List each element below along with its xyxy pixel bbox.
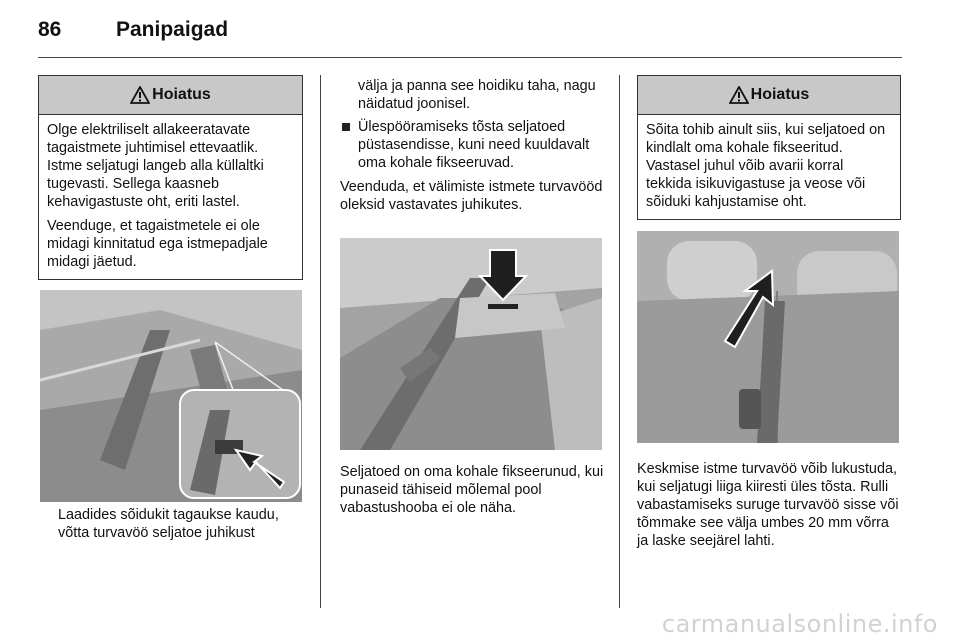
center-seatbelt-illustration — [637, 231, 899, 443]
page-number: 86 — [38, 18, 62, 41]
warning-title: Hoiatus — [750, 86, 810, 103]
seatback-latch-illustration — [340, 238, 602, 450]
body-text: Veenduda, et välimiste istmete turvavööd oleksid vastavates juhikutes. — [340, 179, 603, 213]
column-divider — [619, 75, 620, 608]
page-title: Panipaigad — [116, 18, 229, 41]
header-rule — [38, 57, 902, 58]
middle-caption: Seljatoed on oma kohale fikseerunud, kui punaseid tähiseid mõlemal pool vabastushooba ei ole näha. — [340, 464, 604, 516]
column-divider — [320, 75, 321, 608]
bullet-square-icon — [342, 123, 350, 131]
body-text: välja ja panna see hoidiku taha, nagu näidatud joonisel. — [358, 78, 596, 112]
warning-box — [637, 75, 901, 220]
warning-title: Hoiatus — [152, 86, 211, 103]
warning-box — [38, 75, 303, 280]
warning-text: Olge elektriliselt allakeeratavate tagaistmete juhtimisel ettevaatlik. Istme seljatugi langeb alla küllaltki tugevasti. Sellega kaasneb kehavigastuste oht, eriti lastel. — [47, 122, 264, 210]
warning-triangle-icon — [729, 86, 749, 104]
warning-triangle-icon — [130, 86, 150, 104]
left-caption: Laadides sõidukit tagaukse kaudu, võtta turvavöö seljatoe juhikust — [58, 507, 279, 541]
warning-header — [39, 76, 302, 115]
warning-text: Veenduge, et tagaistmetele ei ole midagi kinnitatud ega istmepadjale midagi jäetud. — [47, 218, 268, 270]
middle-column-text — [340, 77, 610, 219]
right-caption: Keskmise istme turvavöö võib lukustuda, kui seljatugi liiga kiiresti üles tõsta. Rulli vabastamiseks suruge turvavöö sisse või tõmmake see välja umbes 20 mm võrra ja laske seejärel lahti. — [637, 461, 899, 549]
watermark: carmanualsonline.info — [661, 610, 938, 638]
seatbelt-guide-illustration — [40, 290, 302, 502]
warning-header — [638, 76, 900, 115]
bullet-item — [340, 118, 610, 172]
warning-text: Sõita tohib ainult siis, kui seljatoed on kindlalt oma kohale fikseeritud. Vastasel juhul võib avarii korral tekkida isikuvigastuse ja veose või sõiduki kahjustamise oht. — [646, 122, 886, 210]
bullet-text: Ülespööramiseks tõsta seljatoed püstasendisse, kuni need kuuldavalt oma kohale fikseeruvad. — [358, 119, 590, 171]
